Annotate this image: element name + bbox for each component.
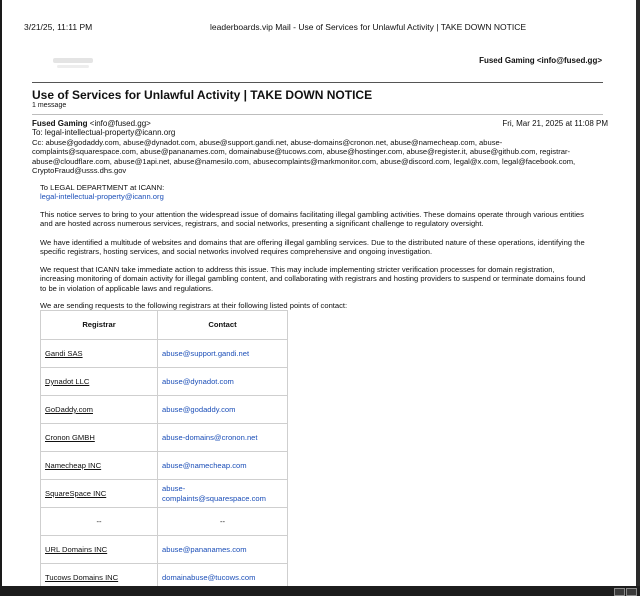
window-thumbnail-icon[interactable] [614, 588, 625, 596]
paragraph-1: This notice serves to bring to your attention the widespread issue of domains facilitating illegal gambling activities. These domains operate through various entities and are hosted across numerous services, registrars, and social networks, presenting a significant challenge to regulatory oversight. [40, 210, 584, 229]
contact-link[interactable]: abuse-complaints@squarespace.com [158, 480, 288, 508]
cc-line: Cc: abuse@godaddy.com, abuse@dynadot.com, abuse@support.gandi.net, abuse-domains@cronon.net, abuse@namecheap.com, abuse-complaints@squarespace.com, abuse@pananames.com, domainabuse@tucows.com, abuse@hostinger.com, abuse@register.it, abuse@github.com, registrar-abuse@cloudflare.com, abuse@1api.net, abuse@namesilo.com, abusecomplaints@markmonitor.com, abuse@discord.com, legal@x.com, legal@facebook.com, CryptoFraud@usss.dhs.gov [32, 138, 576, 176]
greeting [40, 183, 586, 202]
registrar-link[interactable]: URL Domains INC [45, 544, 108, 554]
contact-link[interactable]: domainabuse@tucows.com [158, 564, 288, 592]
window-scrollbar[interactable] [636, 0, 640, 596]
email-subject: Use of Services for Unlawful Activity | TAKE DOWN NOTICE [32, 88, 373, 102]
registrar-table [40, 310, 288, 592]
contact-link[interactable]: abuse-domains@cronon.net [158, 424, 288, 452]
registrar-link[interactable]: Dynadot LLC [45, 376, 90, 386]
registrar-link[interactable]: SquareSpace INC [45, 488, 107, 498]
window-frame-left [0, 0, 2, 596]
col-header-contact: Contact [158, 311, 288, 340]
from-name: Fused Gaming [32, 119, 88, 128]
account-sender: Fused Gaming <info@fused.gg> [479, 56, 602, 65]
window-resize-icon[interactable] [626, 588, 637, 596]
contact-placeholder: -- [158, 508, 288, 536]
greeting-text: To LEGAL DEPARTMENT at ICANN: [40, 183, 165, 192]
window-bottom-bar [0, 586, 640, 596]
message-date: Fri, Mar 21, 2025 at 11:08 PM [502, 119, 608, 128]
registrar-link[interactable]: GoDaddy.com [45, 404, 93, 414]
contact-link[interactable]: abuse@support.gandi.net [158, 340, 288, 368]
table-row [41, 480, 288, 508]
table-row [41, 536, 288, 564]
to-line: To: legal-intellectual-property@icann.org [32, 128, 176, 137]
contact-link[interactable]: abuse@namecheap.com [158, 452, 288, 480]
registrar-link[interactable]: Gandi SAS [45, 348, 83, 358]
registrar-link[interactable]: Cronon GMBH [45, 432, 95, 442]
registrar-link[interactable]: Tucows Domains INC [45, 572, 119, 582]
table-row [41, 508, 288, 536]
message-divider [32, 114, 603, 115]
table-row [41, 396, 288, 424]
contact-link[interactable]: abuse@dynadot.com [158, 368, 288, 396]
paragraph-2: We have identified a multitude of websites and domains that are offering illegal gambling services. Due to the distributed nature of these operations, identifying the specific registrars, hosting services, and social networks involved requires comprehensive and ongoing investigation. [40, 238, 585, 257]
registrar-placeholder: -- [41, 508, 158, 536]
print-date: 3/21/25, 11:11 PM [24, 22, 93, 32]
table-row [41, 340, 288, 368]
paragraph-3: We request that ICANN take immediate action to address this issue. This may include implementing stricter verification processes for domain registration, increasing monitoring of domain activity for illegal gambling content, and collaborating with registrars and hosting providers to suspend or terminate domains found to be in violation of applicable laws and regulations. [40, 265, 586, 293]
contact-link[interactable]: abuse@pananames.com [158, 536, 288, 564]
table-row [41, 452, 288, 480]
table-row [41, 424, 288, 452]
paragraph-4: We are sending requests to the following registrars at their following listed points of contact: [40, 301, 348, 310]
header-divider [32, 82, 603, 83]
contact-link[interactable]: abuse@godaddy.com [158, 396, 288, 424]
print-title: leaderboards.vip Mail - Use of Services for Unlawful Activity | TAKE DOWN NOTICE [210, 22, 527, 32]
from-email: <info@fused.gg> [87, 119, 151, 128]
registrar-link[interactable]: Namecheap INC [45, 460, 102, 470]
table-row [41, 368, 288, 396]
message-count: 1 message [32, 102, 67, 109]
greeting-link[interactable]: legal-intellectual-property@icann.org [40, 192, 164, 202]
col-header-registrar: Registrar [41, 311, 158, 340]
mail-logo [51, 52, 97, 74]
